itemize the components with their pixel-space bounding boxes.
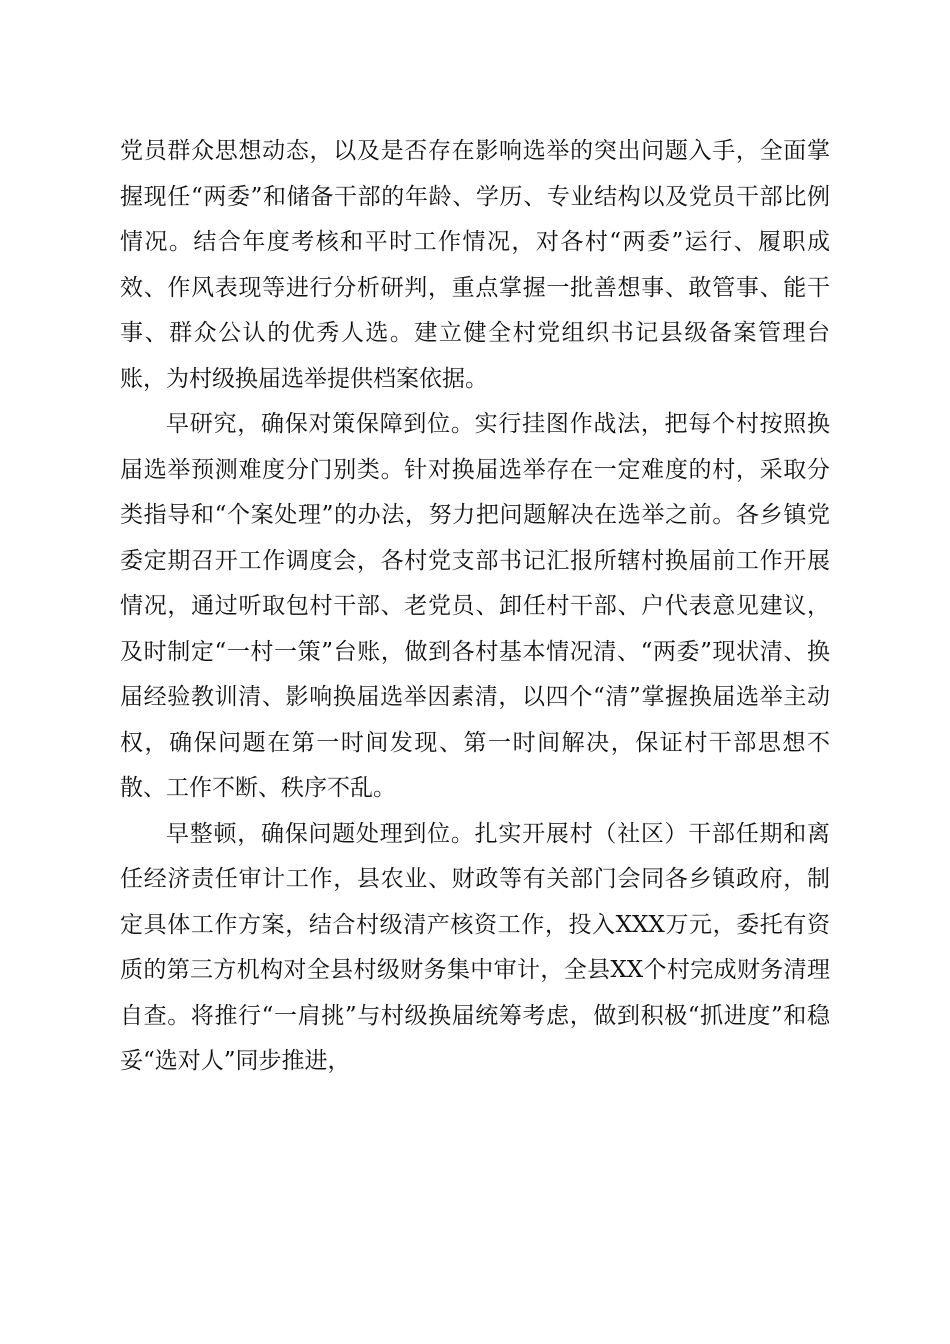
paragraph-continuation: 党员群众思想动态，以及是否存在影响选举的突出问题入手，全面掌握现任“两委”和储备干部的年龄、学历、专业结构以及党员干部比例情况。结合年度考核和平时工作情况，对各村“两委”运行、履职成效、作风表现等进行分析研判，重点掌握一批善想事、敢管事、能干事、群众公认的优秀人选。建立健全村党组织书记县级备案管理台账，为村级换届选举提供档案依据。 — [120, 138, 830, 392]
paragraph-early-rectification: 早整顿，确保问题处理到位。扎实开展村（社区）干部任期和离任经济责任审计工作，县农业、财政等有关部门会同各乡镇政府，制定具体工作方案，结合村级清产核资工作，投入XXX万元，委托有资质的第三方机构对全县村级财务集中审计，全县XX个村完成财务清理自查。将推行“一肩挑”与村级换届统筹考虑，做到积极“抓进度”和稳妥“选对人”同步推进， — [120, 820, 830, 1074]
document-page — [120, 129, 830, 1085]
paragraph-early-research: 早研究，确保对策保障到位。实行挂图作战法，把每个村按照换届选举预测难度分门别类。针对换届选举存在一定难度的村，采取分类指导和“个案处理”的办法，努力把问题解决在选举之前。各乡镇党委定期召开工作调度会，各村党支部书记汇报所辖村换届前工作开展情况，通过听取包村干部、老党员、卸任村干部、户代表意见建议，及时制定“一村一策”台账，做到各村基本情况清、“两委”现状清、换届经验教训清、影响换届选举因素清，以四个“清”掌握换届选举主动权，确保问题在第一时间发现、第一时间解决，保证村干部思想不散、工作不断、秩序不乱。 — [120, 411, 830, 801]
